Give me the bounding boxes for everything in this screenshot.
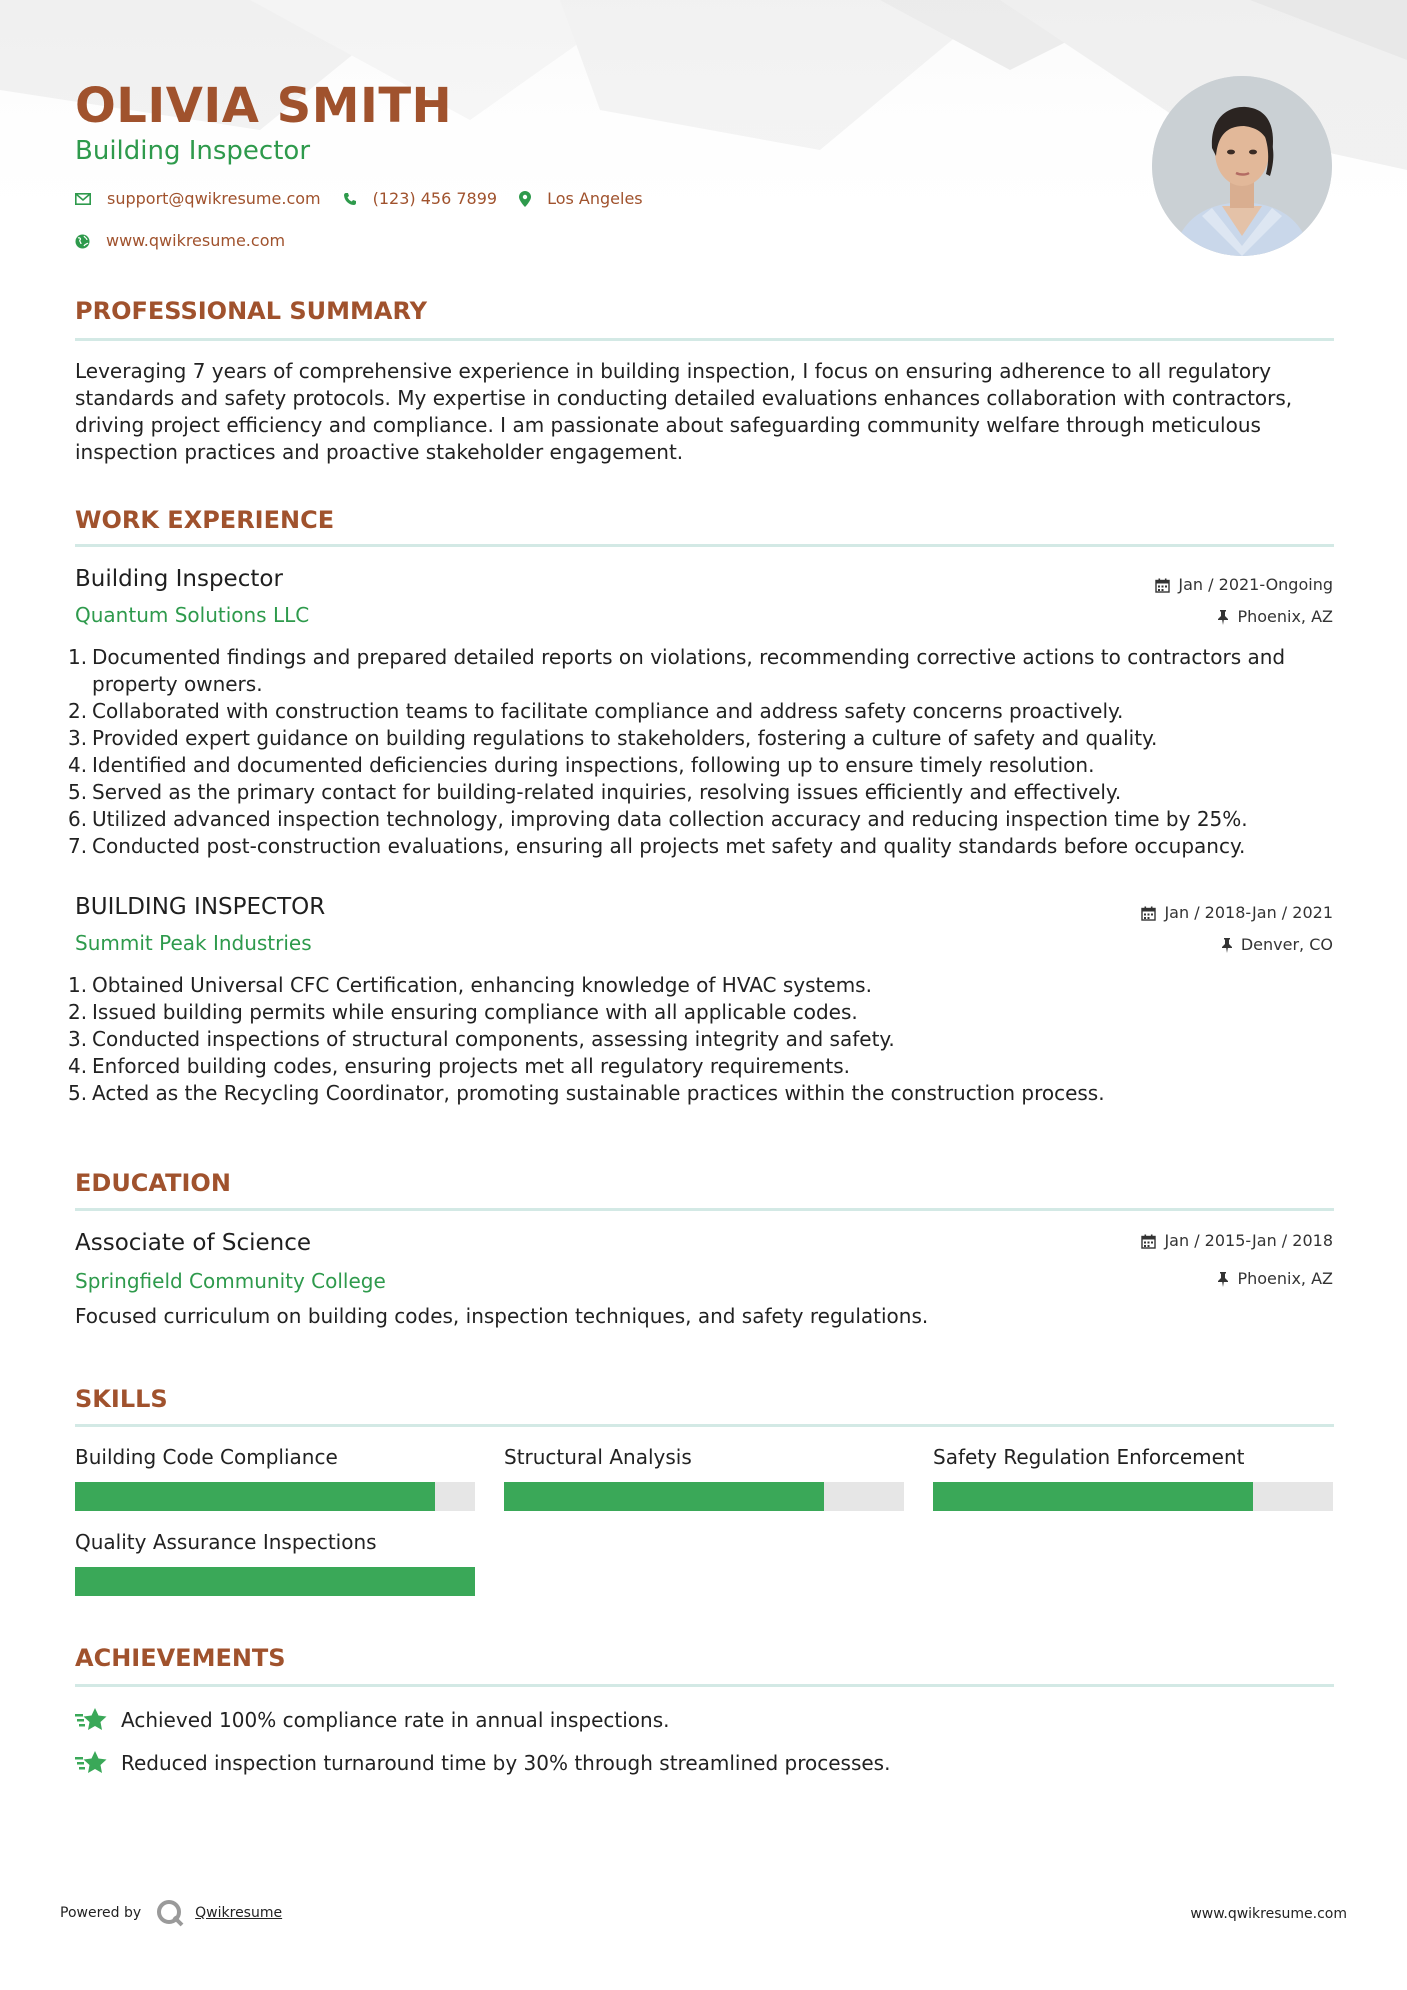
section-divider [75, 1424, 1334, 1427]
summary-heading: PROFESSIONAL SUMMARY [75, 297, 428, 325]
envelope-icon [75, 193, 91, 205]
section-divider [75, 544, 1334, 547]
section-divider [75, 1208, 1334, 1211]
phone-text: (123) 456 7899 [372, 189, 498, 208]
contact-row [75, 188, 665, 210]
section-divider [75, 338, 1334, 341]
skill-label: Quality Assurance Inspections [75, 1530, 377, 1554]
website-item[interactable] [75, 230, 285, 252]
skill-bar-fill [504, 1482, 824, 1511]
job-location-text: Denver, CO [1240, 935, 1333, 954]
pushpin-icon [1221, 938, 1233, 953]
job-title: Building Inspector [75, 566, 283, 592]
skill-bar [504, 1482, 904, 1511]
job-title: BUILDING INSPECTOR [75, 894, 326, 920]
list-item: 5. Served as the primary contact for building-related inquiries, resolving issues efficiently and effectively. [68, 780, 1122, 804]
phone-icon [343, 192, 357, 206]
list-item: 2. Issued building permits while ensuring compliance with all applicable codes. [68, 1000, 858, 1024]
company-name: Quantum Solutions LLC [75, 603, 310, 627]
degree-title: Associate of Science [75, 1230, 312, 1256]
email-text: support@qwikresume.com [107, 189, 321, 208]
summary-text: Leveraging 7 years of comprehensive experience in building inspection, I focus on ensuring adherence to all regulatory standards and safety protocols. My expertise in conducting detailed evaluations enhances collaboration with contractors, driving project efficiency and compliance. I am passionate about safeguarding community welfare through meticulous inspection practices and proactive stakeholder engagement. [75, 359, 1293, 464]
candidate-name: OLIVIA SMITH [75, 78, 453, 134]
skill-label: Structural Analysis [504, 1445, 692, 1469]
skill-bar-fill [75, 1482, 435, 1511]
qwikresume-logo-icon [155, 1898, 185, 1928]
list-item: 4. Enforced building codes, ensuring projects met all regulatory requirements. [68, 1054, 850, 1078]
achievement-item [75, 1706, 669, 1734]
email-item[interactable] [75, 188, 321, 210]
skill-bar-fill [75, 1567, 475, 1596]
job-dates [1141, 902, 1333, 924]
section-divider [75, 1684, 1334, 1687]
profile-photo [1152, 76, 1332, 256]
job-dates [1155, 574, 1333, 596]
achievements-heading: ACHIEVEMENTS [75, 1644, 286, 1672]
skill-bar [933, 1482, 1333, 1511]
list-item: 3. Conducted inspections of structural components, assessing integrity and safety. [68, 1027, 895, 1051]
skill-bar [75, 1482, 475, 1511]
job-dates-text: Jan / 2018-Jan / 2021 [1164, 903, 1333, 922]
skill-bar-fill [933, 1482, 1253, 1511]
job-location [1221, 934, 1333, 956]
experience-heading: WORK EXPERIENCE [75, 506, 335, 534]
job-dates-text: Jan / 2021-Ongoing [1178, 575, 1333, 594]
school-name: Springfield Community College [75, 1269, 386, 1293]
calendar-icon [1141, 1234, 1156, 1249]
list-item: 6. Utilized advanced inspection technology, improving data collection accuracy and reducing inspection time by 25%. [68, 807, 1248, 831]
education-location-text: Phoenix, AZ [1237, 1269, 1333, 1288]
star-icon [75, 1707, 109, 1733]
skill-label: Building Code Compliance [75, 1445, 338, 1469]
location-text: Los Angeles [547, 189, 643, 208]
map-pin-icon [519, 191, 531, 207]
qwikresume-link[interactable]: Qwikresume [195, 1905, 283, 1921]
job-bullets [68, 644, 1338, 860]
calendar-icon [1141, 906, 1156, 921]
skill-label: Safety Regulation Enforcement [933, 1445, 1245, 1469]
footer-powered-by [60, 1898, 282, 1928]
location-item [519, 188, 643, 210]
candidate-title: Building Inspector [75, 136, 311, 166]
calendar-icon [1155, 578, 1170, 593]
list-item: 4. Identified and documented deficiencies during inspections, following up to ensure timely resolution. [68, 753, 1095, 777]
list-item: 1. Obtained Universal CFC Certification, enhancing knowledge of HVAC systems. [68, 973, 872, 997]
footer-website[interactable]: www.qwikresume.com [1190, 1906, 1347, 1922]
job-location-text: Phoenix, AZ [1237, 607, 1333, 626]
list-item: 7. Conducted post-construction evaluations, ensuring all projects met safety and quality standards before occupancy. [68, 834, 1246, 858]
skills-heading: SKILLS [75, 1385, 168, 1413]
achievement-text: Reduced inspection turnaround time by 30% through streamlined processes. [121, 1751, 891, 1775]
education-dates [1141, 1230, 1333, 1252]
website-row [75, 230, 307, 252]
list-item: 1. Documented findings and prepared detailed reports on violations, recommending corrective actions to contractors and property owners. [68, 645, 1286, 696]
powered-by-text: Powered by [60, 1905, 142, 1921]
education-location [1217, 1268, 1333, 1290]
list-item: 2. Collaborated with construction teams to facilitate compliance and address safety concerns proactively. [68, 699, 1124, 723]
list-item: 3. Provided expert guidance on building regulations to stakeholders, fostering a culture of safety and quality. [68, 726, 1158, 750]
pushpin-icon [1217, 610, 1229, 625]
achievement-item [75, 1749, 890, 1777]
achievement-text: Achieved 100% compliance rate in annual inspections. [121, 1708, 670, 1732]
job-bullets [68, 972, 1338, 1107]
company-name: Summit Peak Industries [75, 931, 312, 955]
job-location [1217, 606, 1333, 628]
star-icon [75, 1750, 109, 1776]
education-heading: EDUCATION [75, 1169, 231, 1197]
pushpin-icon [1217, 1272, 1229, 1287]
phone-item[interactable] [343, 188, 497, 210]
education-description: Focused curriculum on building codes, inspection techniques, and safety regulations. [75, 1304, 929, 1328]
skill-bar [75, 1567, 475, 1596]
globe-icon [75, 234, 90, 249]
website-text: www.qwikresume.com [106, 231, 286, 250]
list-item: 5. Acted as the Recycling Coordinator, promoting sustainable practices within the construction process. [68, 1081, 1105, 1105]
education-dates-text: Jan / 2015-Jan / 2018 [1164, 1231, 1333, 1250]
